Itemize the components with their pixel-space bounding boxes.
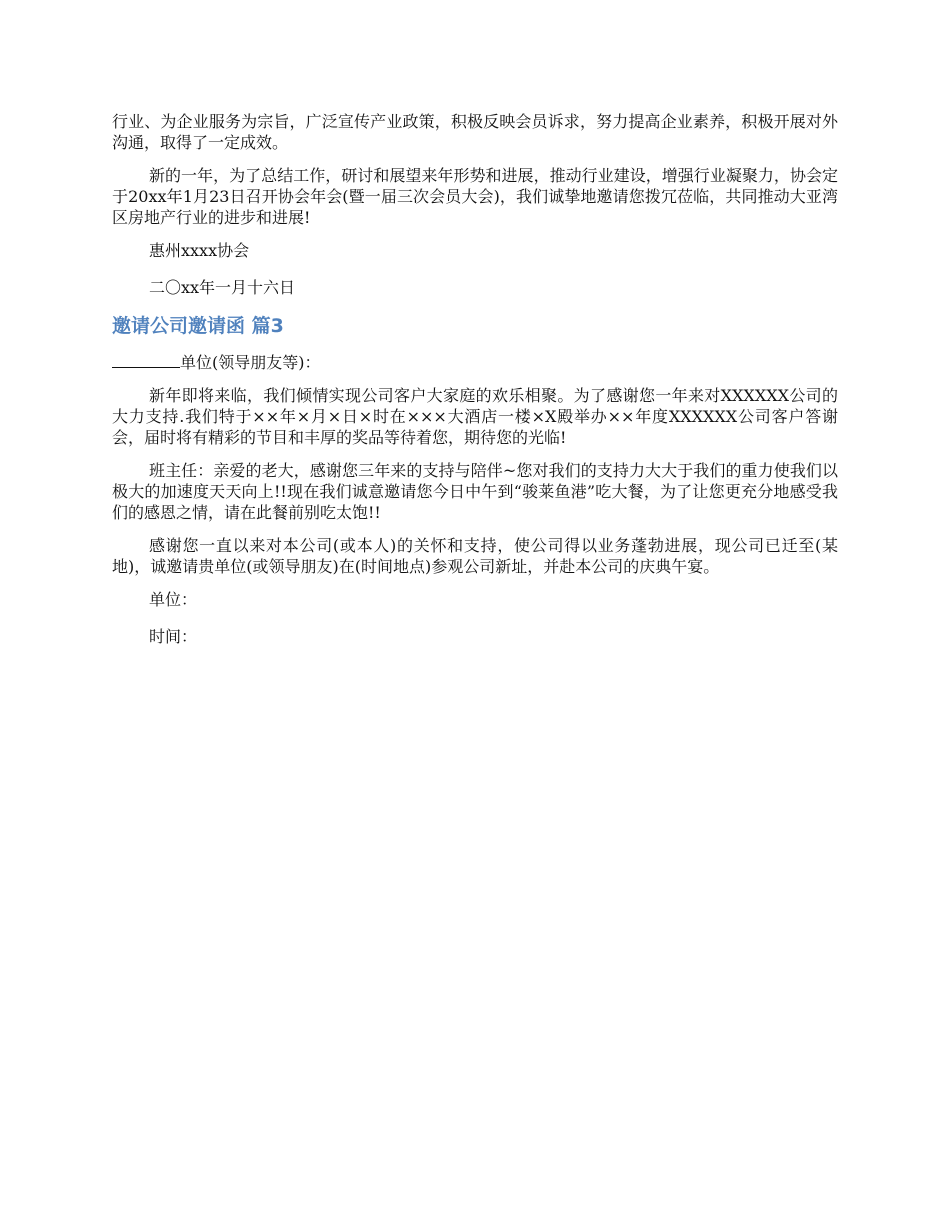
- paragraph-annual-meeting: 新的一年，为了总结工作，研讨和展望来年形势和进展，推动行业建设，增强行业凝聚力，协会定于20xx年1月23日召开协会年会(暨一届三次会员大会)，我们诚挚地邀请您拨冗莅临，共同推动大亚湾区房地产行业的进步和进展!: [112, 166, 838, 227]
- paragraph-teacher-invitation: 班主任：亲爱的老大，感谢您三年来的支持与陪伴~您对我们的支持力大大于我们的重力使我们以极大的加速度天天向上!!现在我们诚意邀请您今日中午到“骏莱鱼港”吃大餐，为了让您更充分地感受我们的感恩之情，请在此餐前别吃太饱!!: [112, 461, 838, 522]
- field-time: 时间：: [149, 627, 198, 646]
- salutation-text: 单位(领导朋友等)：: [180, 353, 321, 372]
- signature-date: 二〇xx年一月十六日: [149, 278, 296, 297]
- paragraph-relocation: 感谢您一直以来对本公司(或本人)的关怀和支持，使公司得以业务蓬勃进展，现公司已迁至(某地)，诚邀请贵单位(或领导朋友)在(时间地点)参观公司新址，并赴本公司的庆典午宴。: [112, 536, 838, 576]
- paragraph-intro-continued: 行业、为企业服务为宗旨，广泛宣传产业政策，积极反映会员诉求，努力提高企业素养，积极开展对外沟通，取得了一定成效。: [112, 112, 838, 152]
- blank-underline: [112, 353, 180, 368]
- field-unit: 单位：: [149, 590, 198, 609]
- paragraph-customer-thanks: 新年即将来临，我们倾情实现公司客户大家庭的欢乐相聚。为了感谢您一年来对XXXXXX公司的大力支持.我们特于××年×月×日×时在×××大酒店一楼×X殿举办××年度XXXXXX公司客户答谢会，届时将有精彩的节目和丰厚的奖品等待着您，期待您的光临!: [112, 386, 838, 447]
- section-heading: 邀请公司邀请函 篇3: [112, 315, 284, 337]
- signature-association: 惠州xxxx协会: [149, 241, 250, 260]
- salutation-line: [112, 352, 838, 373]
